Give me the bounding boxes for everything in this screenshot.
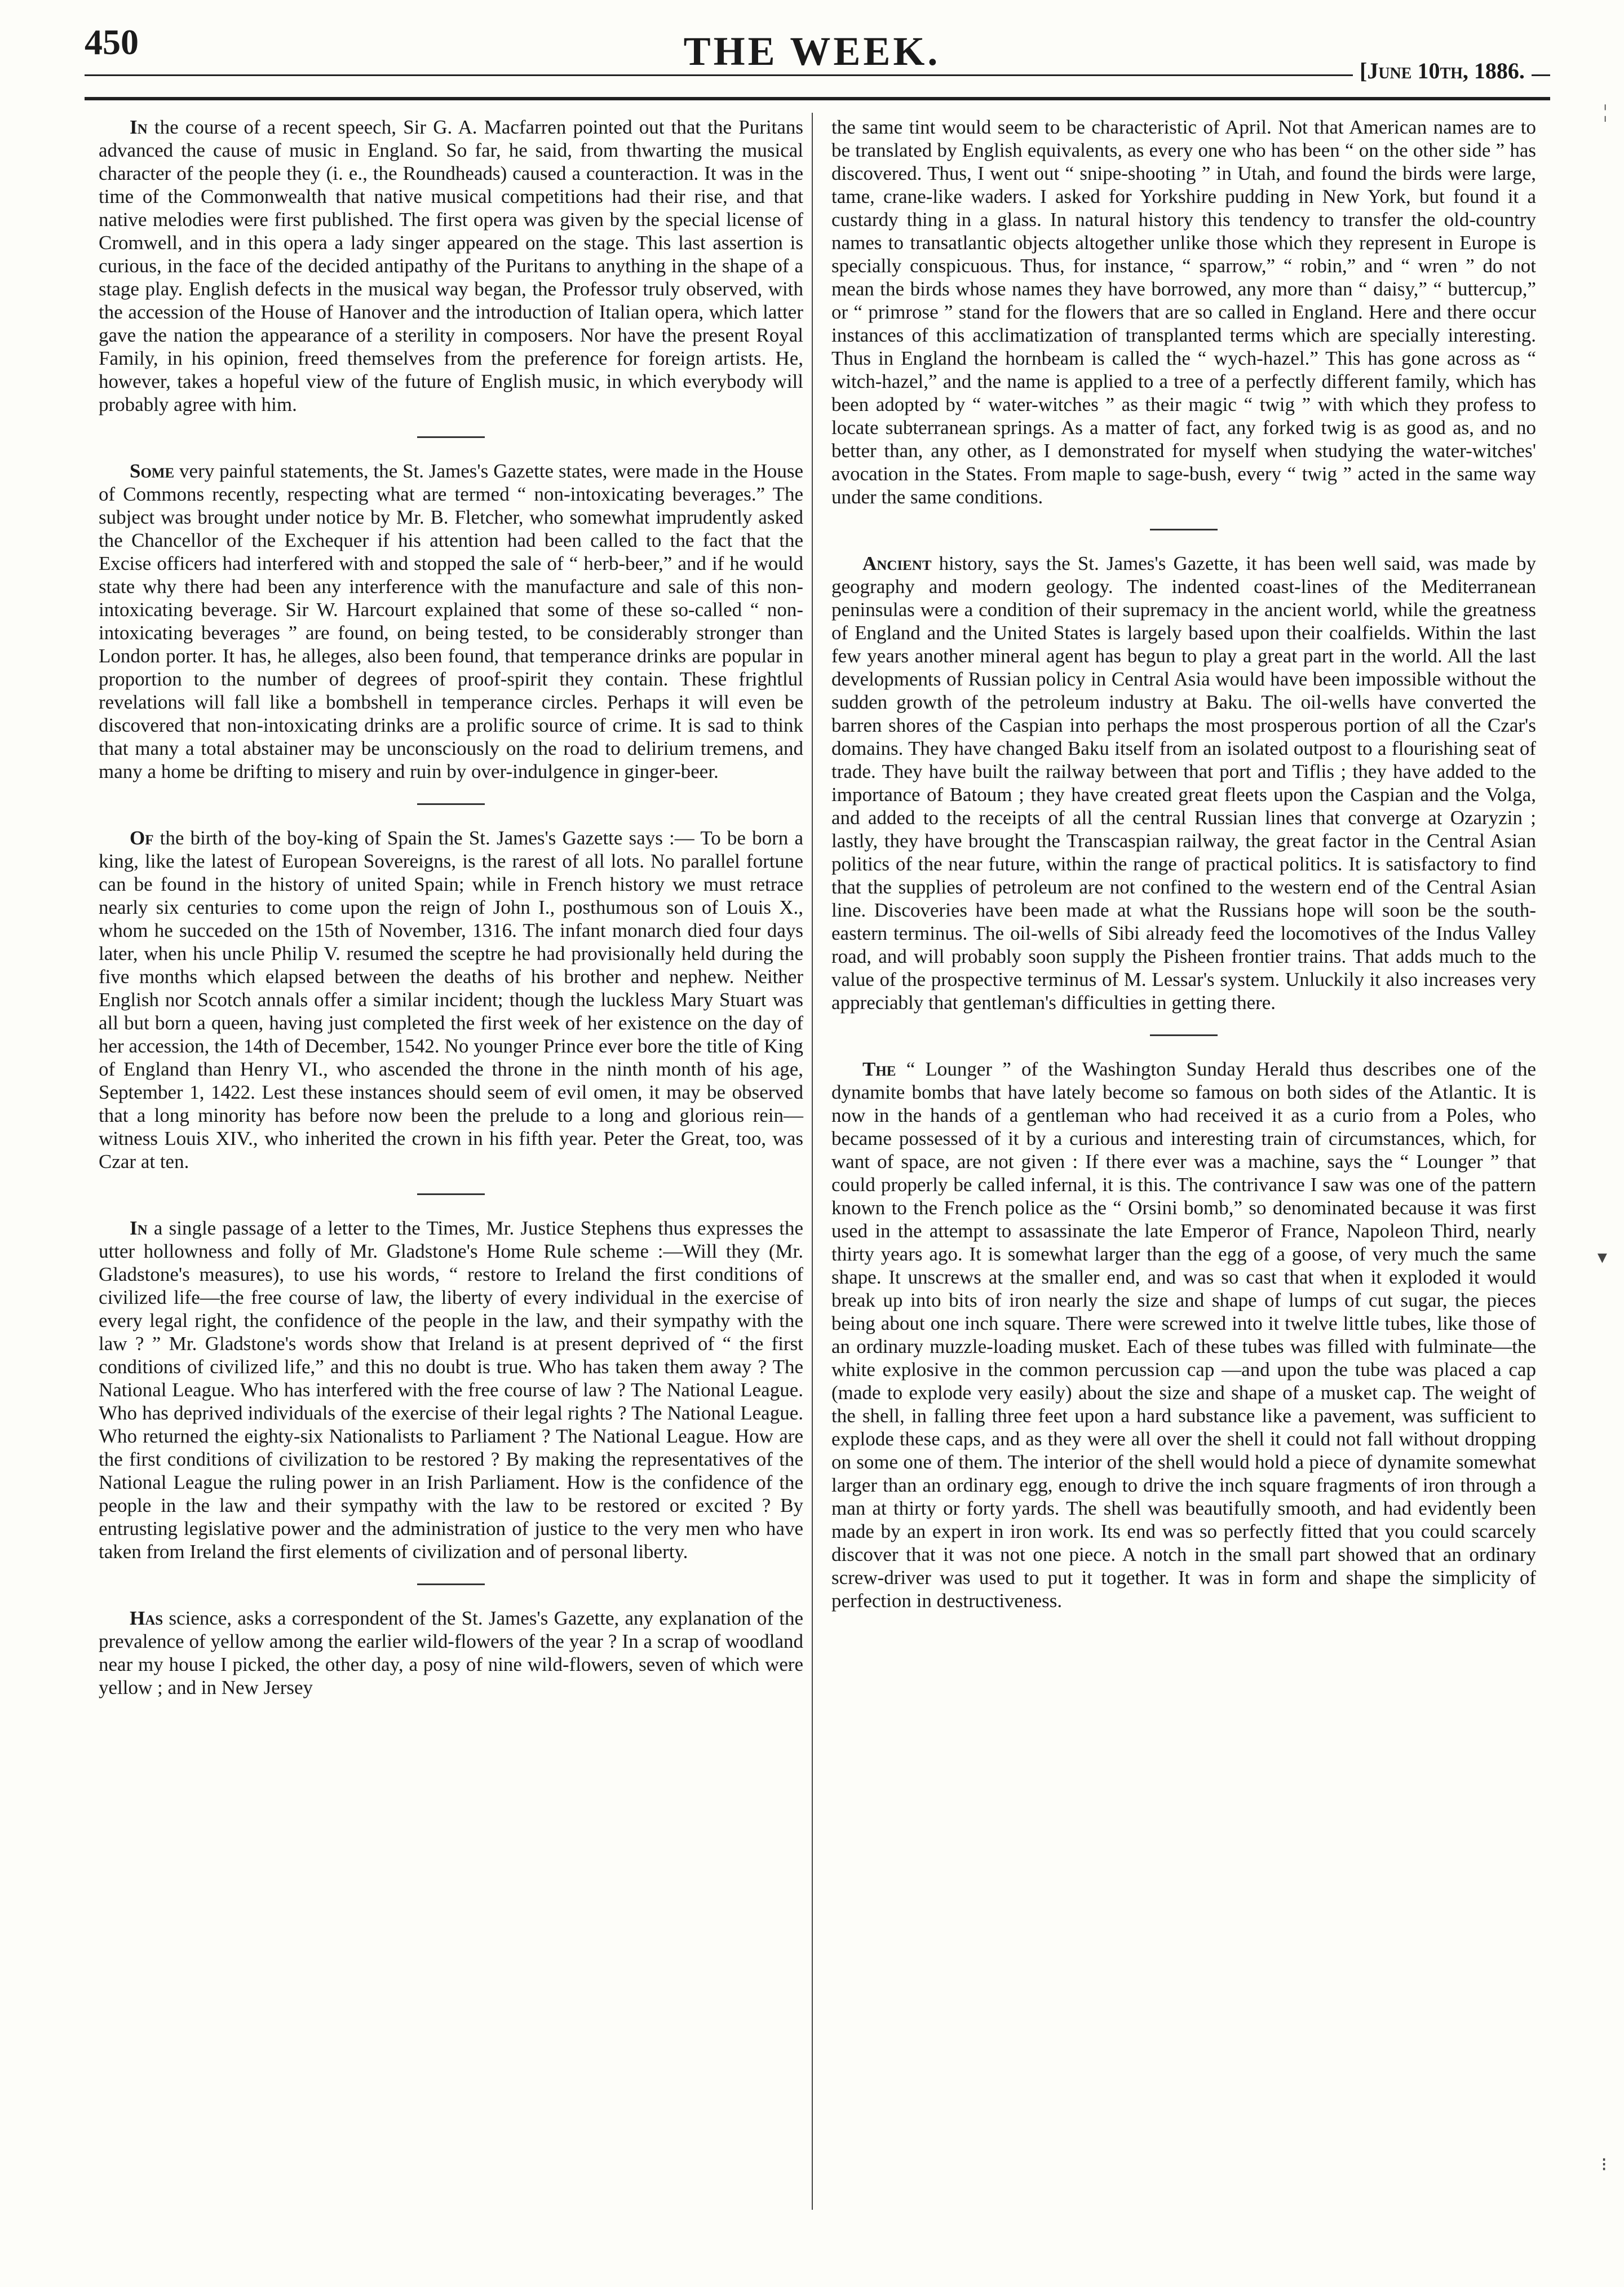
paragraph-lead: In — [130, 1217, 148, 1239]
header-rule-thick — [85, 97, 1550, 100]
margin-mark: ▾ — [1597, 1247, 1607, 1268]
paragraph-text: the same tint would seem to be characteristic of April. Not that American names are to be translated by English equivalents, as every one who has been “ on the other side ” has discovered. Thus, I went out “ snipe-shooting ” in Utah, and found the birds were large, tame, crane-like waders. I asked for Yorkshire pudding in New York, but found it a custardy thing in a glass. In natural history this tendency to transfer the old-country names to transatlantic objects altogether unlike those which they represent in Europe is specially conspicuous. Thus, for instance, “ sparrow,” “ robin,” and “ wren ” do not mean the birds whose names they have borrowed, any more than “ daisy,” “ buttercup,” or “ primrose ” stand for the flowers that are so called in England. Here and there occur instances of this acclimatization of transplanted terms which are specially interesting. Thus in England the hornbeam is called the “ wych-hazel.” This has gone across as “ witch-hazel,” and the name is applied to a tree of a perfectly different family, which has been adopted by “ water-witches ” as their magic “ twig ” with which they profess to locate subterranean springs. As a matter of fact, any forked twig is as good as, and no better than, any other, as I demonstrated for myself when studying the water-witches' avocation in the States. From maple to sage-bush, every “ twig ” acted in the same way under the same conditions. — [831, 116, 1536, 508]
article-paragraph — [99, 1607, 803, 1699]
margin-mark: ¦ — [1603, 101, 1607, 122]
left-column — [99, 116, 803, 1699]
paragraph-text: history, says the St. James's Gazette, it has been well said, was made by geography and modern geology. The indented coast-lines of the Mediterranean peninsulas were a condition of their supremacy in the ancient world, while the greatness of England and the United States is largely based upon their coalfields. Within the last few years another mineral agent has begun to play a great part in the world. All the last developments of Russian policy in Central Asia would have been impossible without the sudden growth of the petroleum industry at Baku. The oil-wells have converted the barren shores of the Caspian into perhaps the most prosperous portion of all the Czar's domains. They have changed Baku itself from an isolated outpost to a flourishing seat of trade. They have built the railway between that port and Tiflis ; they have added to the importance of Batoum ; they have created great fleets upon the Caspian and the Volga, and added to the receipts of all the central Russian lines that converge at Ozaryzin ; lastly, they have brought the Transcaspian railway, the great factor in the Central Asian politics of the near future, within the range of practical politics. It is satisfactory to find that the supplies of petroleum are not confined to the western end of the Central Asian line. Discoveries have been made at what the Russians hope will soon be the south-eastern terminus. The oil-wells of Sibi already feed the locomotives of the Indus Valley road, and will probably soon supply the Pisheen frontier trains. That adds much to the value of the prospective terminus of M. Lessar's system. Unluckily it also increases very appreciably that gentleman's difficulties in getting there. — [831, 552, 1536, 1014]
article-paragraph — [99, 459, 803, 783]
article-paragraph — [99, 1217, 803, 1563]
paragraph-text: the course of a recent speech, Sir G. A. Macfarren pointed out that the Puritans advanced the cause of music in England. So far, he said, from thwarting the musical character of the people they (i. e., the Roundheads) caused a counteraction. It was in the time of the Commonwealth that native musical competitions had their rise, and that native melodies were first published. The first opera was given by the special license of Cromwell, and in this opera a lady singer appeared on the stage. This last assertion is curious, in the face of the decided antipathy of the Puritans to anything in the shape of a stage play. English defects in the musical way began, the Professor truly observed, with the accession of the House of Hanover and the introduction of Italian opera, which latter gave the nation the appearance of a sterility in composers. Nor have the present Royal Family, in his opinion, freed themselves from the preference for foreign artists. He, however, takes a hopeful view of the future of English music, in which everybody will probably agree with him. — [99, 116, 803, 415]
paragraph-text: the birth of the boy-king of Spain the St. James's Gazette says :— To be born a king, like the latest of European Sovereigns, is the rarest of all lots. No parallel fortune can be found in the history of united Spain; while in French history we must retrace nearly six centuries to come upon the reign of John I., posthumous son of Louis X., whom he succeded on the 15th of November, 1316. The infant monarch died four days later, when his uncle Philip V. resumed the sceptre he had provisionally held during the five months which elapsed between the deaths of his brother and nephew. Neither English nor Scotch annals offer a similar incident; though the luckless Mary Stuart was all but born a queen, having just completed the first week of her existence on the day of her accession, the 14th of December, 1542. No younger Prince ever bore the title of King of England than Henry VI., who ascended the throne in the ninth month of his age, September 1, 1422. Lest these instances should seem of evil omen, it may be observed that a long minority has before now been the prelude to a long and glorious rein—witness Louis XIV., who inherited the crown in his fifth year. Peter the Great, too, was Czar at ten. — [99, 827, 803, 1173]
paragraph-text: “ Lounger ” of the Washington Sunday Herald thus describes one of the dynamite bombs that have lately become so famous on both sides of the Atlantic. It is now in the hands of a gentleman who had received it as a curio from a Poles, who became possessed of it by a curious and interesting train of circumstances, which, for want of space, are not given : If there ever was a machine, says the “ Lounger ” that could properly be called infernal, it is this. The contrivance I saw was one of the pattern known to the French police as the “ Orsini bomb,” so denominated because it was first used in the attempt to assassinate the late Emperor of France, Napoleon Third, nearly thirty years ago. It is somewhat larger than the egg of a goose, of very much the same shape. It unscrews at the smaller end, and was so cast that when it exploded it would break up into bits of iron nearly the size and shape of lumps of cut sugar, the pieces being about one inch square. There were screwed into it twelve little tubes, like those of an ordinary muzzle-loading musket. Each of these tubes was filled with fulminate—the white explosive in the common percussion cap —and upon the tube was placed a cap (made to explode very easily) about the size and shape of a musket cap. The weight of the shell, in falling three feet upon a hard substance like a pavement, was sufficient to explode these caps, and as they were all over the shell it could not fall without dropping on some one of them. The interior of the shell would hold a piece of dynamite somewhat larger than an ordinary egg, enough to drive the inch square fragments of iron through a man at thirty or forty yards. The shell was beautifully smooth, and had evidently been made by an expert in iron work. Its end was so perfectly fitted that you could scarcely discover that it was not one piece. A notch in the small part showed that an ordinary screw-driver was used to put it together. It was in form and shape the simplicity of perfection in destructiveness. — [831, 1058, 1536, 1612]
section-separator — [417, 436, 485, 438]
paragraph-lead: Some — [130, 460, 175, 482]
paragraph-text: science, asks a correspondent of the St. James's Gazette, any explanation of the prevalence of yellow among the earlier wild-flowers of the year ? In a scrap of woodland near my house I picked, the other day, a posy of nine wild-flowers, seven of which were yellow ; and in New Jersey — [99, 1607, 803, 1698]
paragraph-lead: In — [130, 116, 148, 138]
right-column — [831, 116, 1536, 1612]
paragraph-text: a single passage of a letter to the Times, Mr. Justice Stephens thus expresses the utter hollowness and folly of Mr. Gladstone's Home Rule scheme :—Will they (Mr. Gladstone's measures), to use his words, “ restore to Ireland the first conditions of civilized life—the free course of law, the liberty of every individual in the exercise of every legal right, the confidence of the people in the law, and their sympathy with the law ? ” Mr. Gladstone's words show that Ireland is at present deprived of “ the first conditions of civilized life,” and this no doubt is true. Who has taken them away ? The National League. Who has interfered with the free course of law ? The National League. Who has deprived individuals of the exercise of their legal rights ? The National League. Who returned the eighty-six Nationalists to Parliament ? The National League. How are the first conditions of civilization to be restored ? By making the representatives of the National League the ruling power in an Irish Parliament. How is the confidence of the people in the law and their sympathy with the law to be restored or excited ? By entrusting legislative power and the administration of justice to the very men who have taken from Ireland the first elements of civilization and of personal liberty. — [99, 1217, 803, 1563]
paragraph-lead: Ancient — [862, 552, 932, 574]
section-separator — [417, 803, 485, 805]
header-rule-thin — [85, 74, 1550, 76]
paragraph-lead: Has — [130, 1607, 163, 1629]
page-header — [0, 0, 1624, 130]
margin-mark: ⁝ — [1601, 2155, 1607, 2175]
column-divider — [812, 113, 813, 2210]
publication-title: THE WEEK. — [683, 29, 941, 74]
section-separator — [1150, 1034, 1218, 1036]
paragraph-lead: The — [862, 1058, 896, 1080]
article-paragraph — [831, 1058, 1536, 1612]
article-paragraph — [99, 116, 803, 416]
section-separator — [417, 1193, 485, 1195]
article-paragraph — [831, 116, 1536, 508]
section-separator — [1150, 529, 1218, 530]
paragraph-lead: Of — [130, 827, 154, 849]
article-paragraph — [831, 552, 1536, 1014]
issue-date: [June 10th, 1886. — [1353, 57, 1532, 84]
article-paragraph — [99, 826, 803, 1173]
section-separator — [417, 1583, 485, 1585]
paragraph-text: very painful statements, the St. James's Gazette states, were made in the House of Commons recently, respecting what are termed “ non-intoxicating beverages.” The subject was brought under notice by Mr. B. Fletcher, who somewhat imprudently asked the Chancellor of the Exchequer if his attention had been called to the fact that the Excise officers had interfered with and stopped the sale of “ herb-beer,” and if he would state why there had been any interference with the manufacture and sale of this non-intoxicating beverage. Sir W. Harcourt explained that some of these so-called “ non-intoxicating beverages ” are found, on being tested, to be considerably stronger than London porter. It has, he alleges, also been found, that temperance drinks are popular in proportion to the number of degrees of proof-spirit they contain. These frightlul revelations will fall like a bombshell in temperance circles. Perhaps it will even be discovered that non-intoxicating drinks are a prolific source of crime. It is sad to think that many a total abstainer may be unconsciously on the road to delirium tremens, and many a home be drifting to misery and ruin by over-indulgence in ginger-beer. — [99, 460, 803, 782]
page-number: 450 — [85, 22, 139, 62]
